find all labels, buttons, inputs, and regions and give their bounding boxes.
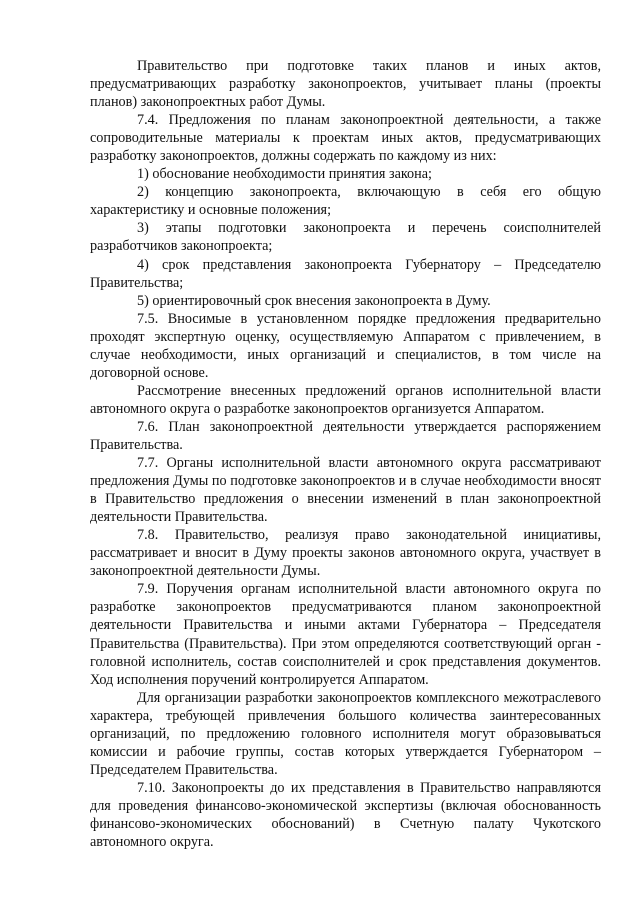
paragraph-7-5-continued: Рассмотрение внесенных предложений органов исполнительной власти автономного округа о разработке законопроектов организуется Аппаратом.	[90, 382, 601, 417]
list-item-3: 3) этапы подготовки законопроекта и перечень соисполнителей разработчиков законопроекта;	[90, 220, 601, 255]
paragraph-intro: Правительство при подготовке таких планов и иных актов, предусматривающих разработку законопроектов, учитывает планы (проекты планов) законопроектных работ Думы.	[90, 58, 601, 111]
paragraph-7-9: 7.9. Поручения органам исполнительной власти автономного округа по разработке законопроектов предусматриваются планом законопроектной деятельности Правительства и иными актами Губернатора – Председателя Правительства (Правительства). При этом определяются соответствующий орган - головной исполнитель, состав соисполнителей и срок представления документов. Ход исполнения поручений контролируется Аппаратом.	[90, 581, 601, 688]
paragraph-7-10: 7.10. Законопроекты до их представления в Правительство направляются для проведения финансово-экономической экспертизы (включая обоснованность финансово-экономических обоснований) в Счетную палату Чукотского автономного округа.	[90, 779, 601, 851]
list-item-2: 2) концепцию законопроекта, включающую в себя его общую характеристику и основные положения;	[90, 184, 601, 219]
list-item-5: 5) ориентировочный срок внесения законопроекта в Думу.	[137, 292, 491, 309]
list-item-4: 4) срок представления законопроекта Губернатору – Председателю Правительства;	[90, 256, 601, 291]
paragraph-7-8: 7.8. Правительство, реализуя право законодательной инициативы, рассматривает и вносит в Думу проекты законов автономного округа, участвует в законопроектной деятельности Думы.	[90, 527, 601, 580]
paragraph-7-9-continued: Для организации разработки законопроектов комплексного межотраслевого характера, требующей привлечения большого количества заинтересованных организаций, по предложению головного исполнителя могут образовываться комиссии и рабочие группы, состав которых утверждается Губернатором – Председателем Правительства.	[90, 689, 601, 778]
paragraph-7-6: 7.6. План законопроектной деятельности утверждается распоряжением Правительства.	[90, 418, 601, 453]
list-item-1: 1) обоснование необходимости принятия закона;	[137, 166, 432, 183]
paragraph-7-7: 7.7. Органы исполнительной власти автономного округа рассматривают предложения Думы по подготовке законопроектов и в случае необходимости вносят в Правительство предложения о внесении изменений в план законопроектной деятельности Правительства.	[90, 455, 601, 526]
paragraph-7-4: 7.4. Предложения по планам законопроектной деятельности, а также сопроводительные материалы к проектам иных актов, предусматривающих разработку законопроектов, должны содержать по каждому из них:	[90, 112, 601, 165]
paragraph-7-5: 7.5. Вносимые в установленном порядке предложения предварительно проходят экспертную оценку, осуществляемую Аппаратом с привлечением, в случае необходимости, иных организаций и специалистов, в том числе на договорной основе.	[90, 310, 601, 381]
document-page	[90, 57, 601, 851]
